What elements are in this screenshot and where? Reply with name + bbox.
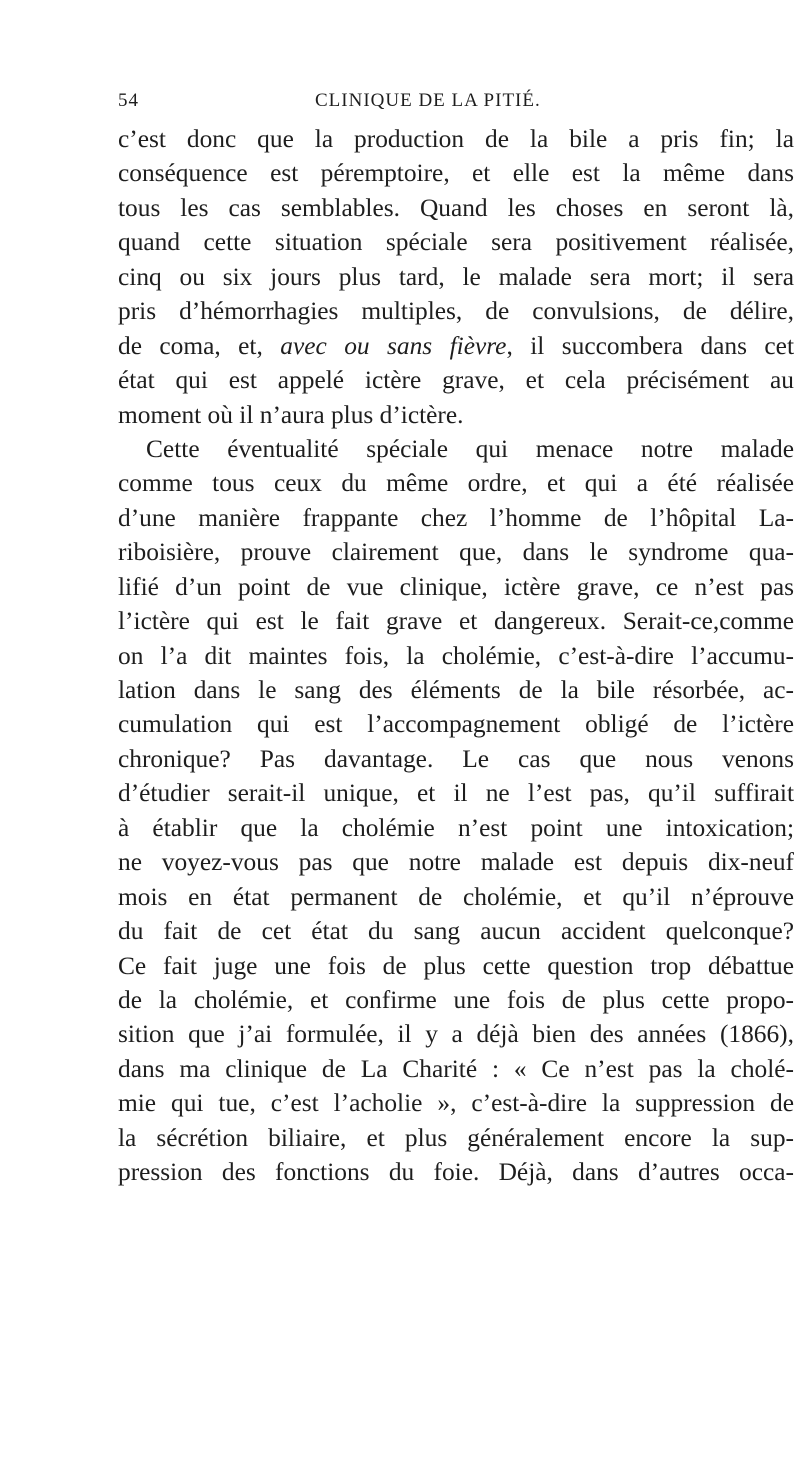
text-line: moment où il n’aura plus d’ictère.	[118, 400, 464, 429]
text-line: sition que j’ai formulée, il y a déjà bien des années (1866),	[118, 1020, 794, 1049]
text-line: Ce fait juge une fois de plus cette question trop débattue	[118, 951, 794, 980]
text-line: lifié d’un point de vue clinique, ictère grave, ce n’est pas	[118, 572, 794, 601]
text-line: lation dans le sang des éléments de la bile résorbée, ac-	[118, 676, 794, 704]
text-line: pression des fonctions du foie. Déjà, dans d’autres occa-	[118, 1158, 794, 1187]
text-line: on l’a dit maintes fois, la cholémie, c’est-à-dire l’accumu-	[118, 641, 794, 670]
text-line: mie qui tue, c’est l’acholie », c’est-à-dire la suppression de	[118, 1089, 794, 1118]
text-line: l’ictère qui est le fait grave et dangereux. Serait-ce,comme	[118, 607, 794, 636]
text-line: pris d’hémorrhagies multiples, de convulsions, de délire,	[118, 297, 794, 326]
text-line: mois en état permanent de cholémie, et qu’il n’éprouve	[118, 882, 794, 911]
text-line: état qui est appelé ictère grave, et cela précisément au	[118, 366, 794, 395]
text-segment: , il succombera dans cet	[506, 331, 795, 360]
text-line: riboisière, prouve clairement que, dans le syndrome qua-	[118, 538, 794, 567]
text-line: conséquence est péremptoire, et elle est la même dans	[118, 159, 794, 188]
text-line: d’étudier serait-il unique, et il ne l’est pas, qu’il suffirait	[118, 779, 794, 808]
text-line: la sécrétion biliaire, et plus généralement encore la sup-	[118, 1123, 794, 1152]
text-line: cumulation qui est l’accompagnement obligé de l’ictère	[118, 710, 794, 739]
text-line: de la cholémie, et confirme une fois de plus cette propo-	[118, 985, 794, 1014]
text-line: tous les cas semblables. Quand les choses en seront là,	[118, 193, 794, 222]
text-line: d’une manière frappante chez l’homme de l’hôpital La-	[118, 503, 794, 532]
text-line: du fait de cet état du sang aucun accident quelconque?	[118, 917, 794, 946]
running-head-title: CLINIQUE DE LA PITIÉ.	[315, 90, 541, 111]
body-text	[118, 122, 794, 1190]
text-line: dans ma clinique de La Charité : « Ce n’est pas la cholé-	[118, 1054, 794, 1083]
text-line: ne voyez-vous pas que notre malade est depuis dix-neuf	[118, 848, 794, 877]
text-line: Cette éventualité spéciale qui menace notre malade	[146, 434, 794, 463]
text-line: quand cette situation spéciale sera positivement réalisée,	[118, 228, 794, 257]
page-number: 54	[118, 90, 139, 111]
text-line: chronique? Pas davantage. Le cas que nous venons	[118, 744, 794, 773]
text-line: cinq ou six jours plus tard, le malade sera mort; il sera	[118, 262, 794, 291]
italic-phrase: avec ou sans fièvre	[280, 331, 507, 360]
text-line: comme tous ceux du même ordre, et qui a été réalisée	[118, 469, 794, 498]
text-line	[118, 329, 794, 363]
text-line: c’est donc que la production de la bile a pris fin; la	[118, 125, 794, 153]
text-segment: de coma, et,	[118, 331, 281, 360]
text-line: à établir que la cholémie n’est point une intoxication;	[118, 813, 794, 842]
running-head	[118, 90, 794, 120]
